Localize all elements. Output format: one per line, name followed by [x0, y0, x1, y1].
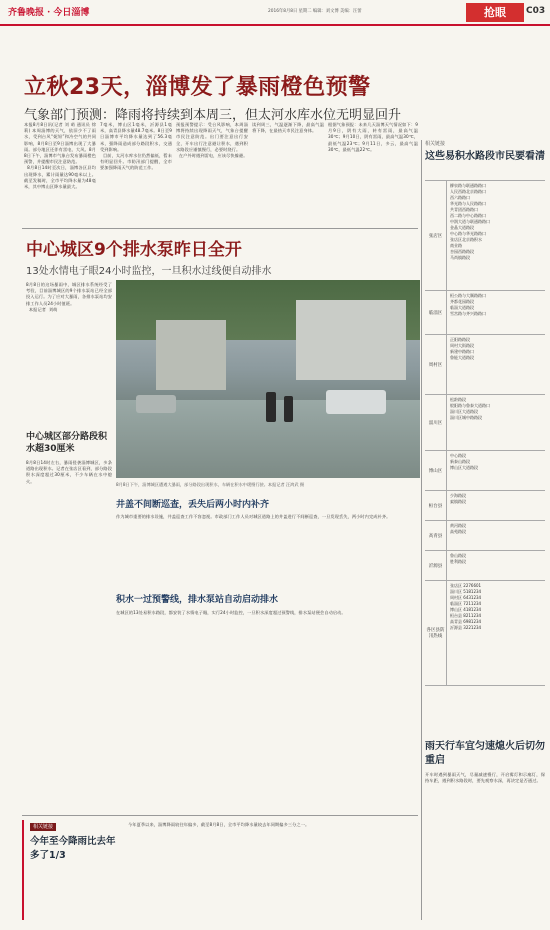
- sidebar-row-roads: 少海路段 索镇路段: [450, 493, 466, 504]
- sidebar-divider: [421, 140, 422, 920]
- bottom-divider: [22, 815, 418, 816]
- sidebar-row-area: 高青县: [425, 521, 447, 550]
- article2-intro: 8月8日的这场暴雨中，城区排水系统经受了考验，目前淄博城区的9个排水泵站已经全部投入运行。为了应对大暴雨，各排水泵站均安排工作人员24小时值班。 本报记者 刘萌: [26, 282, 112, 312]
- sidebar-row: [425, 395, 545, 451]
- flood-roads-table: [425, 180, 545, 705]
- sidebar-row-roads: 中心路段 新泰山路段 博山区大道路段: [450, 453, 478, 470]
- sidebar-row: [425, 451, 545, 491]
- sidebar2-text: 开车时遇到暴雨天气，尽量减速慢行，开启雾灯和示廓灯，保持车距，遇到积水路段时，要先观察水深，再决定是否通过。: [425, 772, 545, 784]
- main-headline: 立秋23天，淄博发了暴雨橙色预警: [24, 75, 371, 100]
- sidebar-row: [425, 181, 545, 291]
- sidebar-row: [425, 581, 545, 686]
- article2-subheadline: 13处水情电子眼24小时监控，一旦积水过线便自动排水: [26, 266, 272, 277]
- flooded-roads-text: 8月8日14时左右，暴雨侵袭淄博城区，多条道路出现积水。记者在张店区看到，部分路段积水深度超过30厘米，不少车辆在水中熄火。: [26, 460, 112, 484]
- issue-meta: 2016年8月8日 星期二 编辑：刘文博 美编：汪蕾: [268, 9, 362, 14]
- sidebar-row-roads: 黄河路段 高苑路段: [450, 523, 466, 534]
- main-column-3: 预报预警提示：受台风影响，本周淄博将持续出现降雨天气，气象台提醒市民注意防范。出门要注意出行安全，开车出行注意避让积水，遇到积水路段应谨慎慢行，必要时绕行。 在户外时遇到雷电，应该尽快躲避。: [176, 122, 248, 159]
- related-tag: 相关链接: [30, 823, 56, 831]
- sidebar-row-roads: 鲁山路段 胜利路段: [450, 553, 466, 564]
- subhead-pump-station: 积水一过预警线，排水泵站自动启动排水: [116, 595, 279, 605]
- subhead-manhole: 井盖不间断巡查，丢失后两小时内补齐: [116, 500, 270, 510]
- sidebar-tag: 相关链接: [425, 141, 446, 147]
- sidebar-row-roads: 张店区 2276601 淄川区 5181234 周村区 6431234 临淄区 7211234 博山区 4181234 桓台县 8211234 高青县 6981234 沂源县 3221234: [450, 583, 482, 630]
- main-subheadline: 气象部门预测：降雨将持续到本周三，但太河水库水位无明显回升: [24, 108, 402, 123]
- sidebar-title: 这些易积水路段市民要看清: [425, 151, 545, 162]
- sidebar-row-roads: 松龄路段 般阳路与鲁泰大道路口 淄川区大道路段 淄川区城中路路段: [450, 397, 490, 420]
- photo-caption: 8月8日下午，淄博城区遭遇大暴雨，部分路段出现积水，车辆在积水中缓慢行驶。本报记者 汪鸿武 摄: [116, 482, 305, 487]
- main-column-2: 7毫米，博山区1毫米，沂源县1毫米，高青县降水量48.7毫米。8日至9日淄博市平均降水量达到了56.3毫米，强降雨造成部分路段积水，交通受到影响。 目前，太河水库水位仍然偏低，暂未有明显回升。市防汛部门提醒，全市要加强降雨天气的防范工作。: [100, 122, 172, 171]
- sidebar-row-area: 博山区: [425, 451, 447, 490]
- sidebar-row-area: 张店区: [425, 181, 447, 290]
- main-column-5: 根据气象预报：未来几天淄博天气情况如下：9月9日，阴有大雨，转有雷雨，最高气温30℃；9月10日，阴有雷雨，最高气温30℃，最低气温23℃；9月11日，多云，最高气温30℃，最低气温22℃。: [328, 122, 418, 152]
- sidebar-row-roads: 桓公路与大顺路路口 齐都花园路段 临淄大道路段 雪宫路与齐兴路路口: [450, 293, 486, 316]
- page-number: C03: [526, 6, 546, 16]
- sidebar-row: [425, 491, 545, 521]
- sidebar-row: [425, 291, 545, 335]
- subhead-flooded-roads: 中心城区部分路段积水超30厘米: [26, 432, 108, 454]
- article2-headline: 中心城区9个排水泵昨日全开: [26, 240, 242, 260]
- pump-station-text: 在城区的13处易积水路段，都安装了水情电子眼，实行24小时监控，一旦积水深度超过预警线，排水泵站便会自动启动。: [116, 610, 346, 615]
- sidebar-row: [425, 521, 545, 551]
- related-title: 今年至今降雨比去年多了1/3: [30, 836, 116, 861]
- header-divider: [0, 24, 550, 26]
- related-text: 今年夏季以来，淄博降雨较往年偏多，截至8月8日，全市平均降水量较去年同期偏多三分之一。: [128, 822, 310, 827]
- section-badge: 抢眼: [466, 3, 524, 22]
- masthead-logo: 齐鲁晚报 · 今日淄博: [8, 8, 90, 18]
- manhole-text: 作为城市重要的排水设施，井盖巡查工作不容忽视。市政部门工作人员对城区道路上的井盖进行不间断巡查，一旦发现丢失，两小时内完成补齐。: [116, 514, 391, 519]
- sidebar-row: [425, 335, 545, 395]
- flood-street-photo: [116, 280, 420, 478]
- sidebar-row-area: 淄川区: [425, 395, 447, 450]
- sidebar-row: [425, 551, 545, 581]
- article-divider: [22, 228, 418, 229]
- sidebar-row-area: 沂源县: [425, 551, 447, 580]
- sidebar-row-area: 临淄区: [425, 291, 447, 334]
- page-header: [0, 0, 550, 24]
- sidebar-row-area: 各区县防汛热线: [425, 581, 447, 685]
- sidebar-row-area: 桓台县: [425, 491, 447, 520]
- sidebar-row-area: 周村区: [425, 335, 447, 394]
- main-column-1: 本报8月8日讯(记者 刘 萌 通讯员 徐莉) 本周淄博的天气，依旧少不了雨水，受到台风“妮妲”和冷空气的共同影响，8月8日至9日淄博出现了大暴雨。部分地区还伴有雷电、大风。8月8日下午，淄博市气象台发布暴雨橙色预警，并提醒市民注意防范。 8月8日14时至次日，淄博各区县均出现降水，累计雨量达90毫米以上。截至发稿时，全市平均降水量为48毫米，其中博山区降水量最大。: [24, 122, 96, 190]
- sidebar2-title: 雨天行车宜匀速熄火后切勿重启: [425, 741, 545, 766]
- sidebar-row-roads: 正阳路路段 周村大街路段 新建中路路口 鲁能大道路段: [450, 337, 474, 360]
- sidebar-row-roads: 柳泉路与联通路路口 人民西路北京路路口 西六路路口 华光路与人民路路口 共青团西路路口 西二路与中心路路口 中润大道与联通路路口 金晶大道路段 中心路与华光路路口 张店区北京路积水 商业路 杏园西路路段 马尚镇路段: [450, 183, 490, 260]
- main-column-4: 读到周三，气温逐渐下降，最高气温将下降，在最热天市民注意身体。: [252, 122, 324, 134]
